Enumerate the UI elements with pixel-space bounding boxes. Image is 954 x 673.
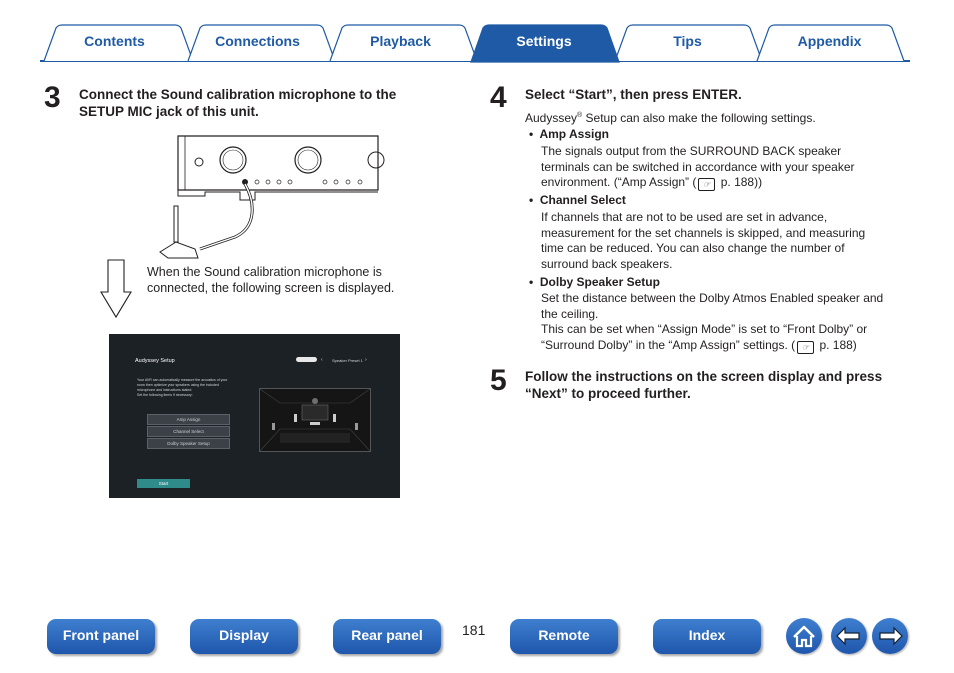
page-number: 181 [462,622,486,638]
step-3-note-line-1: When the Sound calibration microphone is [147,265,382,279]
dolby-ref-text: “Surround Dolby” in the “Amp Assign” settings. ( [541,337,796,352]
rear-panel-button[interactable]: Rear panel [333,619,441,654]
speaker-preset: Speaker Preset 1 [332,358,363,363]
index-button[interactable]: Index [653,619,761,654]
channel-select-line-2: measurement for the set channels is skipped, and measuring [541,225,866,240]
step-5-title-line-2: “Next” to proceed further. [525,386,691,401]
reference-icon[interactable]: ☞ [797,341,814,354]
dolby-line-4 [541,338,857,354]
menu-dolby-speaker-setup[interactable]: Dolby Speaker Setup [147,438,230,449]
intro-text: Setup can also make the following settings. [582,111,816,125]
channel-select-line-3: time can be reduced. You can also change the number of [541,241,845,255]
menu-channel-select[interactable]: Channel Select [147,426,230,437]
forward-button[interactable] [872,618,908,654]
chevron-right-icon: › [365,357,367,363]
menu-amp-assign[interactable]: Amp Assign [147,414,230,425]
intro-brand: Audyssey [525,111,578,125]
home-button[interactable] [786,618,822,654]
step-3-note-line-2: connected, the following screen is displayed. [147,281,395,295]
chevron-left-icon: ‹ [321,357,323,363]
tab-appendix[interactable]: Appendix [797,33,862,49]
bullet-channel-select: • Channel Select [529,193,626,207]
microphone-connection-illustration [155,132,385,262]
step-4-title: Select “Start”, then press ENTER. [525,87,742,102]
dolby-line-3: This can be set when “Assign Mode” is set to “Front Dolby” or [541,322,868,336]
step-4-number: 4 [490,81,507,114]
bullet-amp-assign-title: Amp Assign [539,127,609,141]
channel-select-line-4: surround back speakers. [541,256,673,271]
screen-desc-line-1: Your AVR can automatically measure the acoustics of your [137,378,228,382]
arrow-left-icon [831,618,867,654]
bullet-channel-select-title: Channel Select [539,193,626,207]
amp-assign-ref-page[interactable]: p. 188)) [717,175,763,189]
start-button[interactable]: Start [137,479,190,488]
tab-playback[interactable]: Playback [370,33,431,49]
amp-assign-ref-text: environment. (“Amp Assign” ( [541,175,697,189]
tab-tips[interactable]: Tips [673,33,702,49]
intro-registered-mark: ® [577,112,583,119]
reference-icon[interactable]: ☞ [698,178,715,191]
back-button[interactable] [831,618,867,654]
screen-title: Audyssey Setup [135,358,175,364]
step-3-number: 3 [44,81,61,114]
room-preview-image [259,388,371,452]
display-button[interactable]: Display [190,619,298,654]
toggle-switch [296,357,317,362]
step-3-title-line-2: SETUP MIC jack of this unit. [79,104,259,119]
amp-assign-line-1: The signals output from the SURROUND BACK speaker [541,144,842,158]
tab-connections[interactable]: Connections [215,33,300,49]
tab-settings[interactable]: Settings [516,33,572,49]
channel-select-line-1: If channels that are not to be used are set in advance, [541,210,828,224]
amp-assign-line-2: terminals can be switched in accordance with your speaker [541,159,855,174]
arrow-right-icon [872,618,908,654]
step-5-number: 5 [490,364,507,397]
home-icon [786,618,822,654]
audyssey-setup-screen [109,334,400,498]
screen-desc-line-4: Set the following items if necessary: [137,393,193,397]
amp-assign-line-3 [541,175,762,191]
arrow-down-icon [99,258,133,320]
dolby-ref-page[interactable]: p. 188) [816,337,857,352]
step-4-intro [525,108,816,127]
bullet-dolby-title: Dolby Speaker Setup [539,275,660,289]
screen-desc-line-2: room then optimize your speakers using the included [137,383,219,387]
screen-desc-line-3: microphone and instructions stated. [137,388,193,392]
tab-contents[interactable]: Contents [84,33,145,49]
bullet-amp-assign: • Amp Assign [529,127,609,141]
tab-shapes [0,0,954,64]
bullet-dolby-speaker-setup: • Dolby Speaker Setup [529,275,660,289]
tab-bar [0,0,954,64]
step-5-title-line-1: Follow the instructions on the screen display and press [525,369,883,384]
step-3-title-line-1: Connect the Sound calibration microphone to the [79,87,397,102]
dolby-line-2: the ceiling. [541,306,599,321]
dolby-line-1: Set the distance between the Dolby Atmos Enabled speaker and [541,291,884,305]
front-panel-button[interactable]: Front panel [47,619,155,654]
remote-button[interactable]: Remote [510,619,618,654]
